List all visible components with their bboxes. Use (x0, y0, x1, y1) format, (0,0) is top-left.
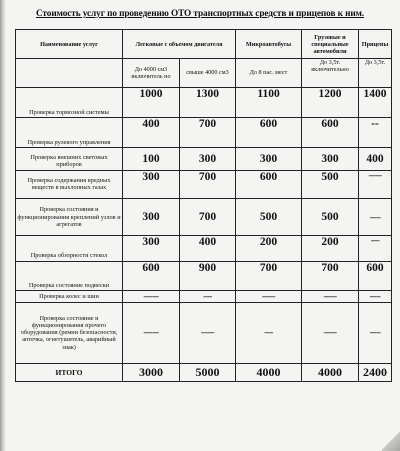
subheader-row (16, 59, 392, 87)
price-cell: ------ (359, 170, 392, 198)
price-cell: 400 (180, 236, 236, 261)
service-name: Проверка состояние и функционирования прочего оборудования (ремни безопасности, аптечка, огнетушитель, аварийный знак) (16, 303, 123, 364)
price-cell: 1300 (180, 87, 236, 117)
service-name: Проверка состояния и функционирования креплений узлов и агрегатов (16, 198, 123, 235)
table-row-glass (16, 236, 392, 261)
header-minibus: Микроавтобусы (236, 30, 302, 59)
price-cell: 500 (236, 198, 302, 235)
service-name: Проверка обзорности стекол (16, 236, 123, 261)
price-cell: 200 (302, 236, 359, 261)
header-trucks: Грузовые и специальные автомобили (302, 30, 359, 59)
subheader-trailers: До 3,5т. (359, 59, 392, 87)
price-cell: ---- (236, 303, 302, 364)
total-cell: 5000 (180, 363, 236, 381)
price-cell: 300 (302, 148, 359, 170)
header-cars: Легковые с объемом двигателя (123, 30, 236, 59)
page-title: Стоимость услуг по проведению ОТО транспортных средств и прицепов к ним. (35, 9, 365, 19)
price-cell: ---- (359, 236, 392, 261)
price-cell: ------ (302, 303, 359, 364)
subheader-minibus: До 8 пас. мест (236, 59, 302, 87)
price-cell: ---- (180, 290, 236, 302)
price-cell: -- (359, 117, 392, 147)
price-cell: ------- (123, 303, 180, 364)
price-cell: ------- (123, 290, 180, 302)
price-cell: 900 (180, 261, 236, 290)
service-name: Проверка колес и шин (16, 290, 123, 302)
price-cell: 500 (302, 198, 359, 235)
price-cell: 100 (123, 148, 180, 170)
subheader-cars-small: До 4000 см3 включитель но (123, 59, 180, 87)
price-cell: 600 (359, 261, 392, 290)
subheader-cars-large: свыше 4000 см3 (180, 59, 236, 87)
service-name: Проверка внешних световых приборов (16, 148, 123, 170)
table-row-lights (16, 148, 392, 170)
table-row-steering (16, 117, 392, 147)
price-cell: ----- (359, 198, 392, 235)
price-cell: 300 (180, 148, 236, 170)
price-cell: 700 (180, 117, 236, 147)
price-cell: 600 (302, 117, 359, 147)
price-table (15, 29, 392, 382)
service-name: Проверка рулевого управления (16, 117, 123, 147)
price-cell: 1400 (359, 87, 392, 117)
table-row-emissions (16, 170, 392, 198)
price-cell: ------ (302, 290, 359, 302)
price-cell: ------ (236, 290, 302, 302)
service-name: Проверка содержания вредных веществ в выхлопных газах (16, 170, 123, 198)
price-cell: 1100 (236, 87, 302, 117)
price-cell: 400 (123, 117, 180, 147)
total-label: ИТОГО (16, 363, 123, 381)
price-cell: 600 (123, 261, 180, 290)
price-cell: ----- (359, 290, 392, 302)
total-cell: 3000 (123, 363, 180, 381)
price-cell: 700 (180, 198, 236, 235)
scan-edge-shadow (0, 0, 6, 451)
price-cell: 400 (359, 148, 392, 170)
header-service: Наименование услуг (16, 30, 123, 59)
price-cell: 300 (123, 236, 180, 261)
total-cell: 2400 (359, 363, 392, 381)
price-cell: 500 (302, 170, 359, 198)
table-row-total (16, 363, 392, 381)
price-cell: 200 (236, 236, 302, 261)
table-row-other-equipment (16, 303, 392, 364)
price-cell: 600 (236, 117, 302, 147)
price-cell: 700 (302, 261, 359, 290)
scan-corner-fold (382, 429, 400, 451)
price-cell: 300 (236, 148, 302, 170)
service-name: Проверка тормозной системы (16, 87, 123, 117)
price-cell: 300 (123, 198, 180, 235)
table-row-suspension (16, 261, 392, 290)
header-trailers: Прицепы (359, 30, 392, 59)
table-row-brakes (16, 87, 392, 117)
price-cell: 700 (236, 261, 302, 290)
table-row-mountings (16, 198, 392, 235)
subheader-trucks: До 3,5т. включительно (302, 59, 359, 87)
price-cell: 1000 (123, 87, 180, 117)
price-cell: 600 (236, 170, 302, 198)
total-cell: 4000 (302, 363, 359, 381)
total-cell: 4000 (236, 363, 302, 381)
price-cell: 700 (180, 170, 236, 198)
price-cell: ----- (359, 303, 392, 364)
price-cell: 300 (123, 170, 180, 198)
price-cell: 1200 (302, 87, 359, 117)
service-name: Проверка состояние подвески (16, 261, 123, 290)
header-row (16, 30, 392, 59)
price-cell: ------ (180, 303, 236, 364)
table-row-wheels (16, 290, 392, 302)
subheader-blank (16, 59, 123, 87)
